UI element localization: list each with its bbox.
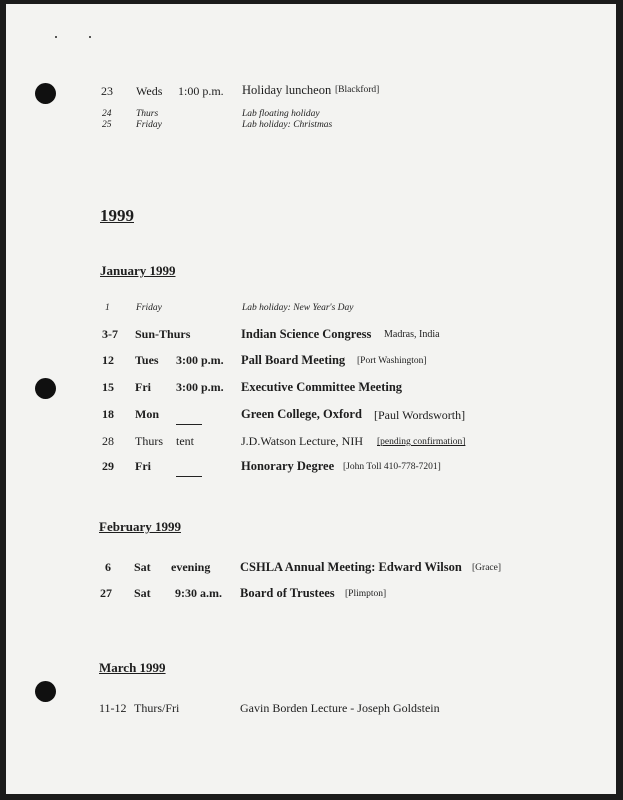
jan-15-dow: Fri <box>135 380 151 394</box>
punch-hole <box>35 83 56 104</box>
speck <box>89 36 91 38</box>
jan-12-dow: Tues <box>135 353 159 367</box>
mar-11-12-dow: Thurs/Fri <box>134 701 180 715</box>
document-page <box>6 4 616 794</box>
feb-27-event: Board of Trustees <box>240 586 335 600</box>
jan-28-note: [pending confirmation] <box>377 437 466 447</box>
jan-18-dow: Mon <box>135 407 159 421</box>
feb-27-note: [Plimpton] <box>345 589 387 599</box>
feb-27-time: 9:30 a.m. <box>175 586 222 600</box>
jan-12-note: [Port Washington] <box>357 356 427 366</box>
year-heading: 1999 <box>100 206 134 225</box>
jan-29-dow: Fri <box>135 459 151 473</box>
jan-18-note: [Paul Wordsworth] <box>374 408 466 422</box>
jan-28-dow: Thurs <box>135 434 163 448</box>
speck <box>55 36 57 38</box>
jan-12-event: Pall Board Meeting <box>241 353 346 367</box>
jan-18-day: 18 <box>102 407 114 421</box>
dec-23-time: 1:00 p.m. <box>178 84 224 98</box>
dec-23-day: 23 <box>101 84 113 98</box>
jan-3-7-dow: Sun-Thurs <box>135 327 191 341</box>
dec-23-note: [Blackford] <box>335 85 380 95</box>
feb-6-note: [Grace] <box>472 563 502 573</box>
feb-27-day: 27 <box>100 586 112 600</box>
dec-24-day: 24 <box>102 109 112 119</box>
jan-28-event: J.D.Watson Lecture, NIH <box>241 434 363 448</box>
jan-12-time: 3:00 p.m. <box>176 353 224 367</box>
feb-27-dow: Sat <box>134 586 151 600</box>
feb-6-event: CSHLA Annual Meeting: Edward Wilson <box>240 560 462 574</box>
dec-24-event: Lab floating holiday <box>242 109 320 119</box>
jan-12-day: 12 <box>102 353 114 367</box>
jan-29-event: Honorary Degree <box>241 459 335 473</box>
month-heading-february: February 1999 <box>99 519 181 534</box>
jan-28-time: tent <box>176 434 194 448</box>
jan-1-day: 1 <box>105 303 110 313</box>
feb-6-time: evening <box>171 560 211 574</box>
feb-6-dow: Sat <box>134 560 151 574</box>
mar-11-12-day: 11-12 <box>99 701 127 715</box>
jan-3-7-event: Indian Science Congress <box>241 327 372 341</box>
dec-24-dow: Thurs <box>136 109 159 119</box>
dec-23-event: Holiday luncheon <box>242 83 332 97</box>
jan-1-dow: Friday <box>136 303 162 313</box>
dec-25-day: 25 <box>102 120 112 130</box>
jan-29-note: [John Toll 410-778-7201] <box>343 462 441 472</box>
month-heading-march: March 1999 <box>99 660 166 675</box>
jan-29-time-blank <box>176 465 202 481</box>
month-heading-january: January 1999 <box>100 263 176 278</box>
mar-11-12-event: Gavin Borden Lecture - Joseph Goldstein <box>240 701 440 715</box>
feb-6-day: 6 <box>105 560 111 574</box>
jan-3-7-day: 3-7 <box>102 327 118 341</box>
jan-15-day: 15 <box>102 380 114 394</box>
dec-23-dow: Weds <box>136 84 163 98</box>
jan-15-time: 3:00 p.m. <box>176 380 224 394</box>
punch-hole <box>35 378 56 399</box>
punch-hole <box>35 681 56 702</box>
jan-3-7-note: Madras, India <box>384 329 440 340</box>
dec-25-dow: Friday <box>136 120 162 130</box>
jan-18-event: Green College, Oxford <box>241 407 362 421</box>
jan-15-event: Executive Committee Meeting <box>241 380 403 394</box>
jan-29-day: 29 <box>102 459 114 473</box>
jan-1-event: Lab holiday: New Year's Day <box>242 303 354 313</box>
dec-25-event: Lab holiday: Christmas <box>242 120 333 130</box>
jan-28-day: 28 <box>102 434 114 448</box>
jan-18-time-blank <box>176 413 202 429</box>
